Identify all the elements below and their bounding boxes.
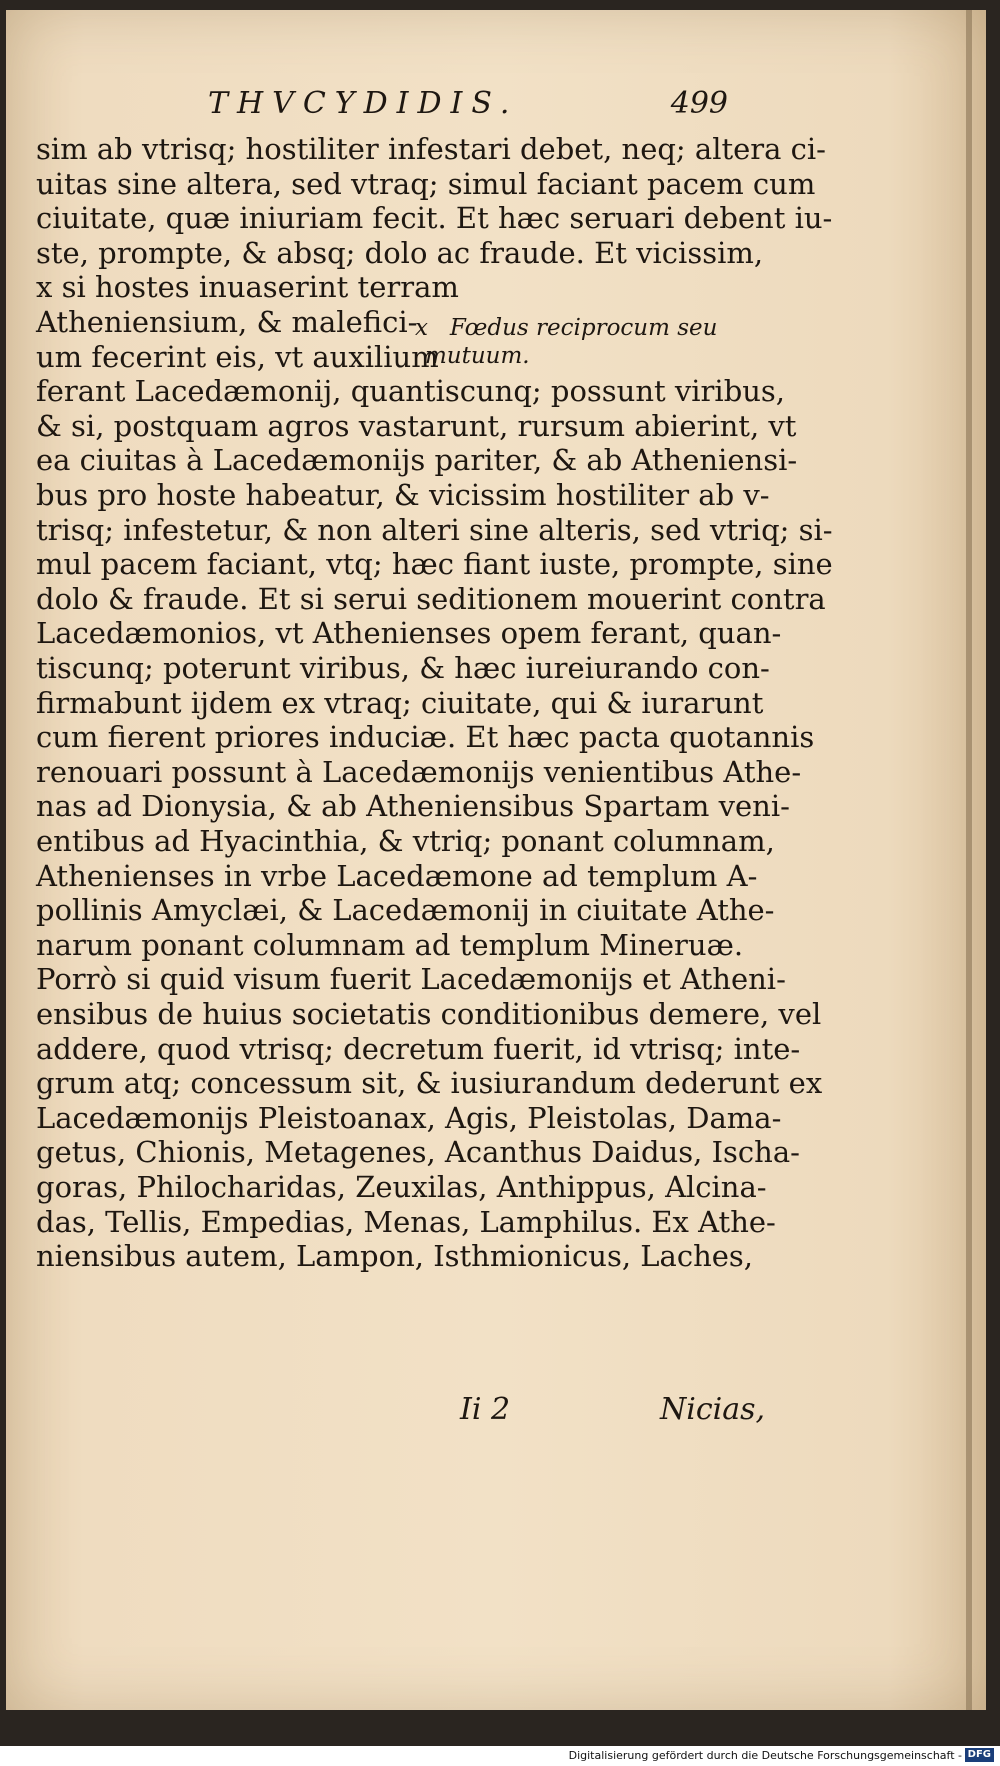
text-line: das, Tellis, Empedias, Menas, Lamphilus. Ex Athe- [36, 1204, 776, 1239]
text-line: ea ciuitas à Lacedæmonijs pariter, & ab Atheniensi- [36, 443, 798, 478]
signature-mark: Ii 2 [460, 1392, 511, 1427]
text-line: ste, prompte, & absq; dolo ac fraude. Et vicissim, [36, 235, 764, 270]
text-line: renouari possunt à Lacedæmonijs venientibus Athe- [36, 754, 802, 789]
text-line: dolo & fraude. Et si serui seditionem mouerint contra [36, 581, 826, 616]
text-line: ensibus de huius societatis conditionibus demere, vel [36, 997, 822, 1031]
running-title: THVCYDIDIS. [208, 86, 519, 121]
text-line: ferant Lacedæmonij, quantiscunq; possunt viribus, [36, 374, 786, 409]
marginal-marker: x [415, 315, 428, 341]
text-line: cum fierent priores induciæ. Et hæc pacta quotannis [36, 720, 815, 755]
text-line: x si hostes inuaserint terram [36, 270, 459, 305]
text-line: bus pro hoste habeatur, & vicissim hostiliter ab v- [36, 478, 770, 512]
page-number: 499 [670, 86, 728, 121]
text-line: Lacedæmonijs Pleistoanax, Agis, Pleistolas, Dama- [36, 1100, 782, 1135]
text-line: um fecerint eis, vt auxilium [36, 339, 439, 374]
text-line: entibus ad Hyacinthia, & vtriq; ponant columnam, [36, 824, 775, 858]
text-line: firmabunt ijdem ex vtraq; ciuitate, qui & iurarunt [36, 685, 764, 720]
text-line: Athenienses in vrbe Lacedæmone ad templum A- [36, 858, 758, 893]
text-line: narum ponant columnam ad templum Mineruæ. [36, 927, 744, 962]
text-line: uitas sine altera, sed vtraq; simul faciant pacem cum [36, 166, 816, 201]
text-line: getus, Chionis, Metagenes, Acanthus Daidus, Ischa- [36, 1135, 800, 1170]
dfg-logo: DFG [965, 1748, 994, 1762]
text-line: Porrò si quid visum fuerit Lacedæmonijs et Atheni- [36, 962, 786, 997]
text-line: mul pacem faciant, vtq; hæc fiant iuste, prompte, sine [36, 547, 833, 582]
page-edge [966, 10, 972, 1710]
text-line: niensibus autem, Lampon, Isthmionicus, Laches, [36, 1239, 754, 1274]
catchword: Nicias, [660, 1392, 766, 1427]
marginal-note-line-2: mutuum. [425, 343, 530, 369]
text-line: nas ad Dionysia, & ab Atheniensibus Spartam veni- [36, 789, 790, 824]
marginal-note-line-1: Fœdus reciprocum seu [449, 315, 718, 341]
marginal-note [415, 314, 755, 370]
text-line: & si, postquam agros vastarunt, rursum abierint, vt [36, 408, 797, 443]
digitization-credit: Digitalisierung gefördert durch die Deutsche Forschungsgemeinschaft - [568, 1749, 962, 1762]
text-line: Atheniensium, & malefici- [36, 305, 418, 339]
text-line: Lacedæmonios, vt Athenienses opem ferant, quan- [36, 616, 782, 651]
text-line: trisq; infestetur, & non alteri sine alteris, sed vtriq; si- [36, 512, 833, 547]
text-line: pollinis Amyclæi, & Lacedæmonij in ciuitate Athe- [36, 893, 775, 928]
page-header [208, 86, 728, 126]
text-line: sim ab vtrisq; hostiliter infestari debet, neq; altera ci- [36, 132, 826, 166]
text-line: addere, quod vtrisq; decretum fuerit, id vtrisq; inte- [36, 1031, 801, 1066]
text-line: tiscunq; poterunt viribus, & hæc iureiurando con- [36, 651, 770, 685]
text-line: ciuitate, quæ iniuriam fecit. Et hæc seruari debent iu- [36, 201, 833, 236]
text-line: goras, Philocharidas, Zeuxilas, Anthippus, Alcina- [36, 1170, 767, 1204]
text-line: grum atq; concessum sit, & iusiurandum dederunt ex [36, 1066, 823, 1101]
